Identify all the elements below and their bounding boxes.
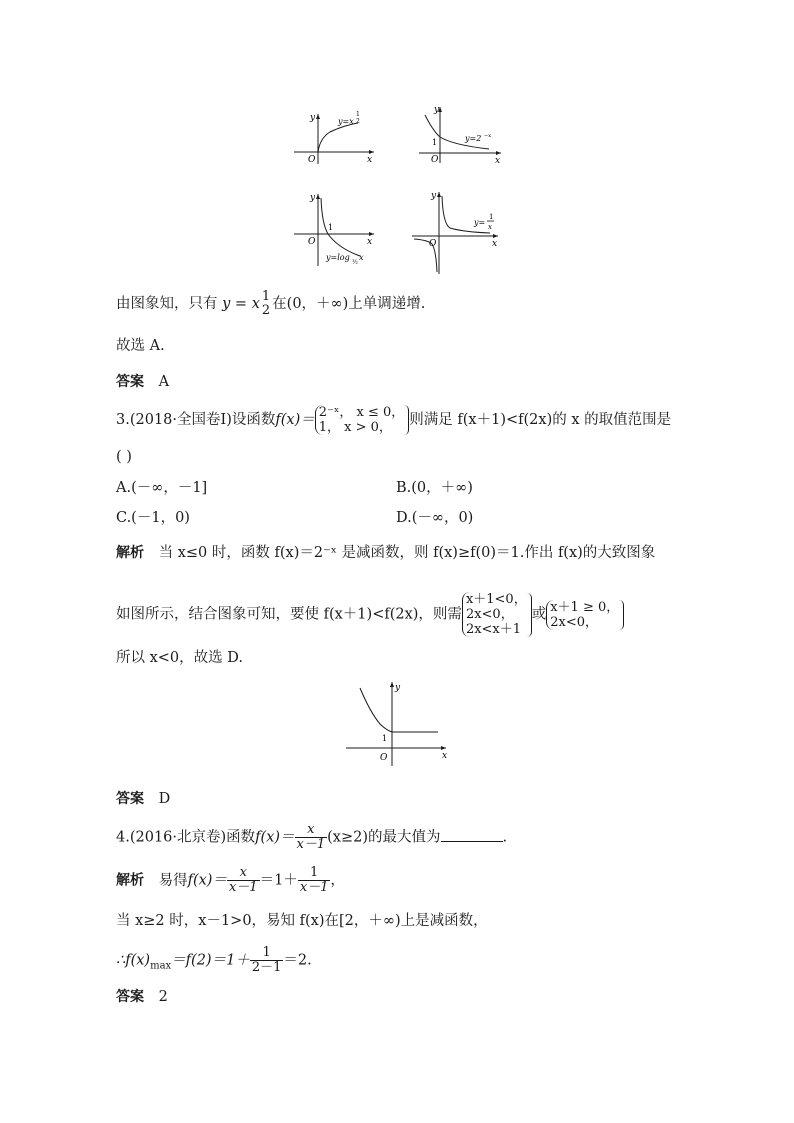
graph1-exp-num: 1 bbox=[356, 111, 360, 118]
graph4-curve-num: 1 bbox=[489, 213, 494, 221]
q3-paren: ( ) bbox=[116, 449, 132, 465]
q3-fx: f(x)＝ bbox=[275, 412, 315, 428]
graph2-one-label: 1 bbox=[432, 138, 438, 147]
answer-a-row bbox=[116, 372, 169, 392]
q4-suffix: (x≥2)的最大值为 bbox=[327, 829, 441, 846]
choose-a: 故选 A. bbox=[116, 338, 165, 354]
graph4-origin-label: O bbox=[429, 239, 437, 249]
graph3-one-label: 1 bbox=[328, 223, 334, 232]
q4-prefix: 4.(2016·北京卷)函数 bbox=[116, 829, 256, 846]
option-d: D.(－∞，0) bbox=[396, 510, 474, 526]
graph3-x-axis-label: x bbox=[367, 237, 373, 247]
answer-value-d: D bbox=[158, 791, 171, 807]
q3-analysis-2a: 如图所示，结合图象可知，要使 f(x＋1)<f(2x)，则需 bbox=[116, 606, 462, 623]
q4-answer-blank[interactable] bbox=[441, 827, 503, 842]
q4-analysis-3: $\therefore f(x)_{max}=f(2)=1+$ $\frac{1}{2-1}$ ＝2. bbox=[116, 945, 312, 975]
q4-analysis-2: 当 x≥2 时，x－1>0，易知 f(x)在[2，＋∞)上是减函数， bbox=[116, 913, 488, 929]
answer-d-row bbox=[116, 789, 170, 809]
graph1-curve-label: y=x bbox=[338, 117, 354, 126]
option-a: A.(－∞，－1] bbox=[116, 480, 208, 496]
answer-2-row bbox=[116, 987, 168, 1007]
conclusion-line bbox=[116, 290, 425, 318]
graph1-x-axis-label: x bbox=[367, 155, 373, 165]
conclusion-pre: 由图象知，只有 bbox=[116, 296, 218, 312]
q3-system-1: x＋1<0， 2x<0， 2x<x＋1 bbox=[462, 592, 527, 637]
graph-q3-piecewise bbox=[340, 678, 452, 768]
conclusion-post: 在(0，＋∞)上单调递增. bbox=[272, 296, 426, 312]
q4-an-pre: 易得 bbox=[158, 872, 188, 889]
graph2-curve-label: y=2 bbox=[465, 134, 482, 143]
answer-value: A bbox=[158, 374, 170, 390]
q4-stem: 4.(2016·北京卷)函数f(x)＝ $\frac{x}{x-1}$ (x≥2)的最大值为 . bbox=[116, 822, 508, 852]
graph2-exp: −x bbox=[484, 133, 492, 139]
q3-case2: 1， x > 0， bbox=[318, 420, 392, 435]
q3-analysis-3: 所以 x<0，故选 D. bbox=[116, 650, 243, 666]
answer-label-d: 答案 bbox=[116, 791, 144, 807]
q3-graph-y-axis-label: y bbox=[395, 683, 401, 693]
answer-value-2: 2 bbox=[158, 989, 168, 1005]
graph1-y-axis-label: y bbox=[310, 113, 316, 123]
q3-analysis-text: 当 x≤0 时，函数 f(x)＝2⁻ˣ 是减函数，则 f(x)≥f(0)＝1.作出 f(x)的大致图象 bbox=[158, 545, 656, 561]
answer-label-2: 答案 bbox=[116, 989, 144, 1005]
graph2-y-axis-label: y bbox=[434, 105, 440, 115]
q4-an-fraction-2: $\frac{1}{x-1}$ bbox=[299, 865, 329, 895]
graph1-origin-label: O bbox=[308, 155, 316, 165]
q3-graph-origin-label: O bbox=[380, 753, 388, 763]
graph-exp-decay bbox=[415, 103, 505, 165]
q4-an-fraction-3: $\frac{1}{2-1}$ bbox=[251, 945, 282, 975]
conclusion-y: y bbox=[222, 296, 231, 312]
answer-label: 答案 bbox=[116, 374, 144, 390]
q4-an-fraction-1: $\frac{x}{x-1}$ bbox=[228, 865, 258, 895]
q3-graph-x-axis-label: x bbox=[442, 751, 448, 761]
conclusion-exponent: 1 2 bbox=[261, 289, 271, 318]
q4-analysis-1: 解析 易得f(x)＝ $\frac{x}{x-1}$ ＝1＋ $\frac{1}{x-1}$ ， bbox=[116, 865, 345, 895]
graph3-curve-label: y=log bbox=[326, 253, 350, 262]
graph3-origin-label: O bbox=[308, 237, 316, 247]
q3-analysis-2 bbox=[116, 592, 624, 637]
q3-suffix: 则满足 f(x＋1)<f(2x)的 x 的取值范围是 bbox=[409, 412, 672, 428]
conclusion-x: x bbox=[251, 296, 260, 312]
analysis-label: 解析 bbox=[116, 545, 144, 561]
q3-or: 或 bbox=[531, 606, 547, 623]
graph4-curve-den: x bbox=[488, 223, 492, 231]
graph3-y-axis-label: y bbox=[310, 193, 316, 203]
graph4-x-axis-label: x bbox=[492, 239, 498, 249]
graph2-x-axis-label: x bbox=[495, 156, 501, 165]
q3-analysis-1 bbox=[116, 543, 655, 563]
graph3-curve-var: x bbox=[359, 253, 364, 262]
option-c: C.(－1，0) bbox=[116, 510, 190, 526]
q3-case1: 2⁻ˣ， x ≤ 0， bbox=[318, 405, 405, 420]
graph4-curve-label: y= bbox=[474, 218, 486, 227]
graph-sqrt bbox=[290, 106, 380, 166]
option-b: B.(0，＋∞) bbox=[396, 480, 473, 496]
graph-reciprocal bbox=[408, 188, 503, 276]
analysis-label-q4: 解析 bbox=[116, 872, 144, 889]
graph2-origin-label: O bbox=[431, 155, 439, 165]
graph4-y-axis-label: y bbox=[431, 191, 437, 201]
graph-log bbox=[290, 188, 380, 268]
q3-stem bbox=[116, 405, 671, 435]
q3-system-2: x＋1 ≥ 0， 2x<0， bbox=[546, 600, 619, 630]
graph3-curve-sub: ½ bbox=[352, 259, 358, 266]
q4-fraction: $\frac{x}{x-1}$ bbox=[296, 822, 326, 852]
q3-prefix: 3.(2018·全国卷Ⅰ)设函数 bbox=[116, 412, 276, 428]
q3-graph-one-label: 1 bbox=[382, 734, 388, 743]
q4-fx: f(x)＝ bbox=[255, 829, 295, 846]
conclusion-eq: = bbox=[234, 296, 248, 312]
graph1-exp-den: 2 bbox=[356, 118, 360, 125]
q3-piecewise bbox=[315, 405, 405, 435]
